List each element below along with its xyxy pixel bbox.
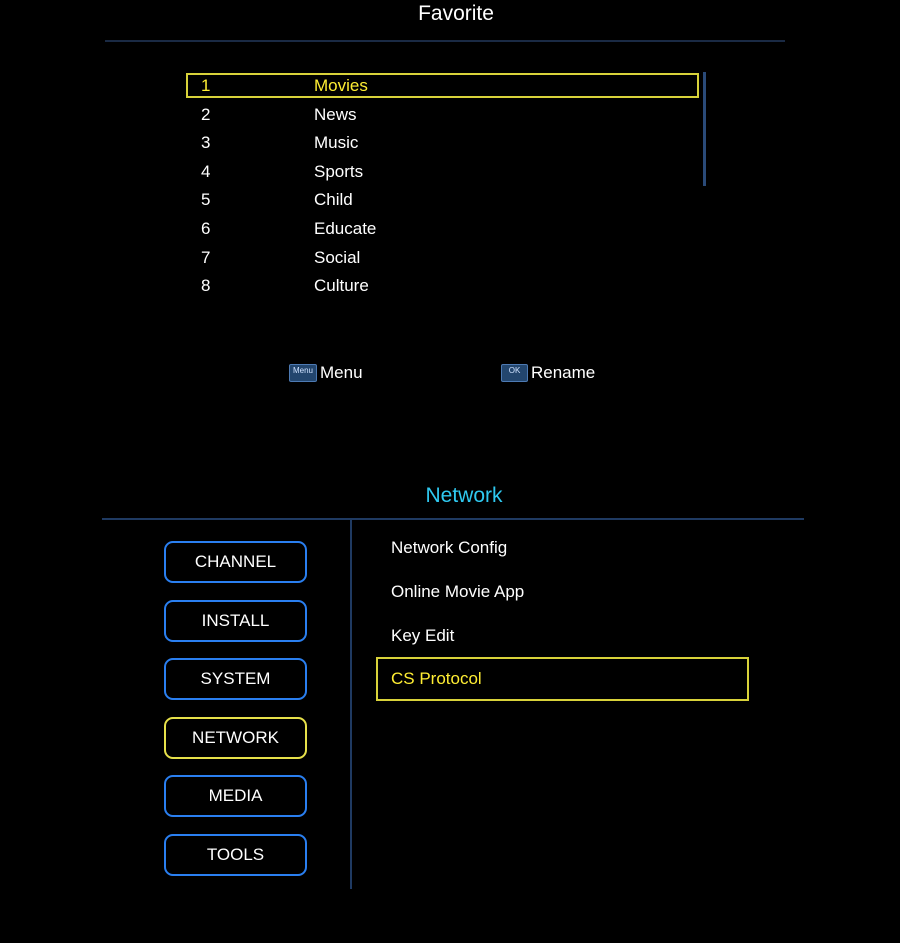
favorite-item-number: 8	[201, 276, 211, 296]
favorite-item-music[interactable]	[186, 129, 702, 158]
favorite-item-number: 4	[201, 161, 211, 181]
menu-hint	[289, 362, 363, 384]
favorite-item-name: Movies	[314, 76, 368, 95]
rename-hint-label: Rename	[531, 363, 596, 382]
favorite-divider	[105, 40, 785, 42]
network-config-item[interactable]: Network Config	[391, 538, 508, 557]
network-divider	[102, 518, 804, 520]
favorite-item-name: Educate	[314, 218, 377, 238]
media-button[interactable]: MEDIA	[164, 775, 307, 817]
favorite-item-name: Sports	[314, 161, 364, 181]
tools-button[interactable]: TOOLS	[164, 834, 307, 876]
online-movie-app-item[interactable]: Online Movie App	[391, 582, 525, 601]
favorite-item-educate[interactable]	[186, 215, 702, 244]
favorite-item-name: Child	[314, 190, 353, 210]
key-edit-item[interactable]: Key Edit	[391, 626, 455, 645]
install-button[interactable]: INSTALL	[164, 600, 307, 642]
favorite-item-number: 3	[201, 133, 211, 153]
network-title: Network	[425, 484, 503, 507]
favorite-item-culture[interactable]	[186, 272, 702, 301]
system-button[interactable]: SYSTEM	[164, 658, 307, 700]
menu-hint-label: Menu	[320, 363, 363, 382]
favorite-item-child[interactable]	[186, 186, 702, 215]
network-column-divider	[350, 520, 352, 889]
favorite-item-number: 5	[201, 190, 211, 210]
favorite-item-news[interactable]	[186, 101, 702, 130]
favorite-item-name: News	[314, 104, 357, 124]
network-button[interactable]: NETWORK	[164, 717, 307, 759]
favorite-item-social[interactable]	[186, 244, 702, 273]
rename-hint	[501, 362, 595, 384]
favorite-title: Favorite	[418, 2, 494, 25]
favorite-item-name: Music	[314, 133, 359, 153]
channel-button[interactable]: CHANNEL	[164, 541, 307, 583]
ok-key-icon: OK	[501, 364, 528, 382]
favorite-item-sports[interactable]	[186, 158, 702, 187]
cs-protocol-item[interactable]: CS Protocol	[376, 657, 749, 701]
favorite-item-number: 2	[201, 104, 211, 124]
favorite-item-number: 6	[201, 218, 211, 238]
favorite-list	[186, 72, 702, 301]
favorite-item-number: 1	[201, 76, 211, 95]
favorite-item-movies[interactable]	[186, 72, 702, 101]
favorite-item-name: Social	[314, 247, 361, 267]
favorite-item-number: 7	[201, 247, 211, 267]
menu-key-icon: Menu	[289, 364, 317, 382]
favorite-scrollbar[interactable]	[703, 72, 706, 186]
favorite-item-name: Culture	[314, 276, 369, 296]
